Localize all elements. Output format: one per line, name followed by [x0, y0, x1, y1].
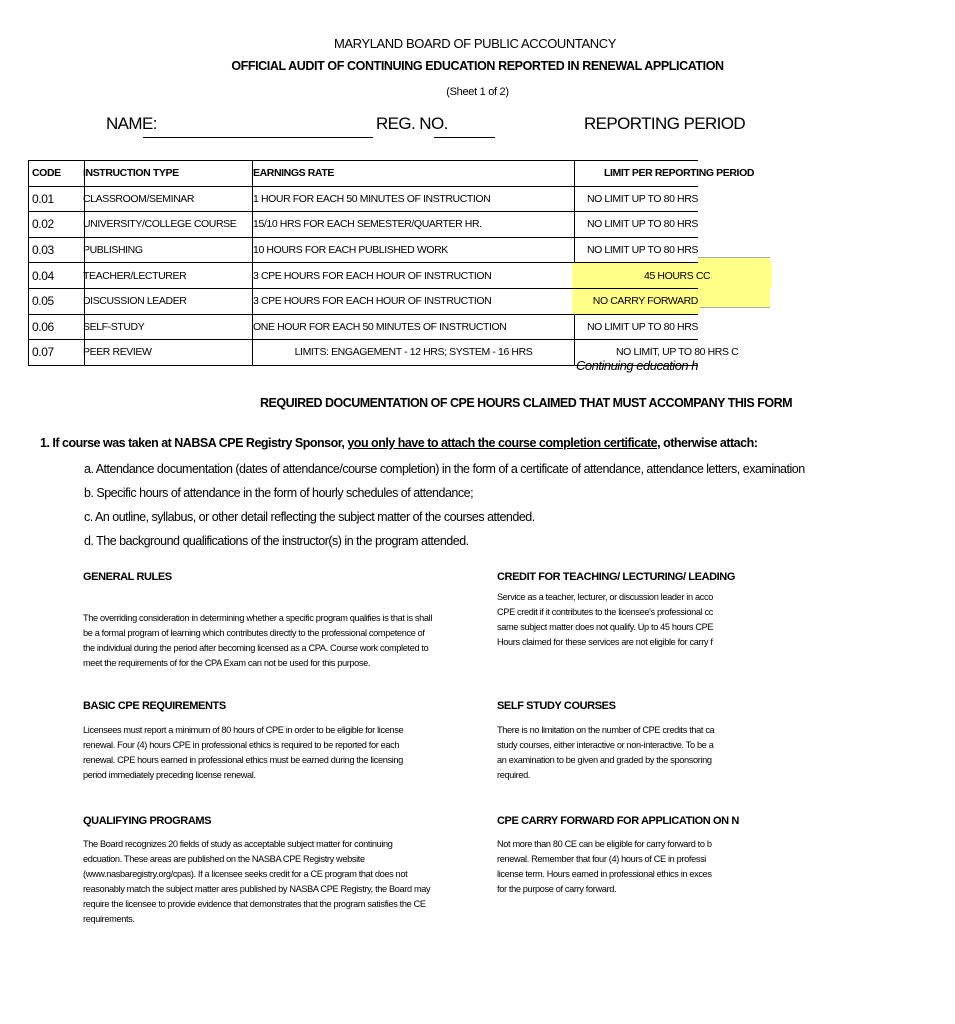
name-label: NAME: — [106, 114, 157, 133]
teaching-credit-text — [497, 590, 714, 650]
table-row — [28, 315, 698, 341]
carry-forward-line: Not more than 80 CE can be eligible for carry forward to b — [497, 839, 712, 849]
required-documentation-title: REQUIRED DOCUMENTATION OF CPE HOURS CLAIMED THAT MUST ACCOMPANY THIS FORM — [260, 396, 793, 410]
row-rate: 10 HOURS FOR EACH PUBLISHED WORK — [250, 238, 575, 263]
general-rules-title: GENERAL RULES — [83, 571, 172, 583]
subitem-a: a. Attendance documentation (dates of attendance/course completion) in the form of a certificate of attendance, attendance letters, examination — [84, 462, 805, 476]
row-code: 0.01 — [28, 187, 85, 212]
basic-cpe-text: Licensees must report a minimum of 80 hours of CPE in order to be eligible for license renewal. Four (4) hours CPE in professional ethics is required to be reported for each renewal. CPE hours earned in professional ethics must be earned during the licensing period immediately preceding license renewal. — [83, 725, 404, 780]
table-row — [28, 263, 711, 289]
row-type: UNIVERSITY/COLLEGE COURSE — [80, 212, 253, 237]
header-code: CODE — [28, 161, 85, 186]
reg-no-label: REG. NO. — [376, 114, 448, 133]
row-rate: 1 HOUR FOR EACH 50 MINUTES OF INSTRUCTION — [250, 187, 575, 212]
teaching-line: same subject matter does not qualify. Up to 45 hours CPE — [497, 622, 714, 632]
item1-underlined: you only have to attach the course completion certificate, — [347, 436, 661, 450]
row-limit: NO LIMIT, UP TO 80 HRS C — [616, 346, 739, 359]
row-limit: NO LIMIT UP TO 80 HRS — [586, 192, 698, 205]
row-rate: 15/10 HRS FOR EACH SEMESTER/QUARTER HR. — [250, 212, 575, 237]
table-row — [28, 212, 698, 238]
row-code: 0.05 — [28, 289, 85, 314]
row-type: DISCUSSION LEADER — [80, 289, 253, 314]
teaching-credit-title: CREDIT FOR TEACHING/ LECTURING/ LEADING — [497, 571, 736, 583]
row-code: 0.02 — [28, 212, 85, 237]
row-code: 0.03 — [28, 238, 85, 263]
row-type: SELF-STUDY — [80, 315, 253, 340]
carry-forward-line: renewal. Remember that four (4) hours of CE in professi — [497, 854, 707, 864]
carry-forward-title: CPE CARRY FORWARD FOR APPLICATION ON N — [497, 815, 739, 827]
self-study-line: required. — [497, 770, 531, 780]
row-limit-highlighted: NO CARRY FORWARD — [572, 289, 700, 314]
row-type: TEACHER/LECTURER — [80, 263, 253, 288]
row-limit: NO LIMIT UP TO 80 HRS — [586, 218, 698, 231]
row-code: 0.07 — [28, 340, 85, 365]
item1-suffix: otherwise attach: — [660, 436, 758, 450]
row-limit: NO LIMIT UP TO 80 HRS — [586, 244, 698, 257]
sheet-number: (Sheet 1 of 2) — [446, 86, 509, 98]
teaching-line: Service as a teacher, lecturer, or discussion leader in acco — [497, 592, 713, 602]
board-name: MARYLAND BOARD OF PUBLIC ACCOUNTANCY — [333, 36, 616, 51]
table-row — [28, 289, 698, 315]
row-rate: ONE HOUR FOR EACH 50 MINUTES OF INSTRUCTION — [250, 315, 575, 340]
general-rules-text: The overriding consideration in determining whether a specific program qualifies is that is shall be a formal program of learning which contributes directly to the professional competence of the individual during the period after becoming licensed as a CPA. Course work completed to meet the requirements of for the CPA Exam can not be used for this purpose. — [83, 613, 433, 668]
carry-forward-line: for the purpose of carry forward. — [497, 884, 617, 894]
row-limit: NO LIMIT UP TO 80 HRS — [586, 320, 698, 333]
basic-cpe-title: BASIC CPE REQUIREMENTS — [83, 700, 226, 712]
self-study-text — [497, 723, 715, 783]
requirement-item-1 — [40, 436, 757, 450]
carry-forward-line: license term. Hours earned in professional ethics in exces — [497, 869, 712, 879]
name-field[interactable] — [143, 137, 373, 138]
teaching-line: Hours claimed for these services are not eligible for carry f — [497, 637, 713, 647]
row-code: 0.04 — [28, 263, 85, 288]
self-study-line: There is no limitation on the number of CPE credits that ca — [497, 725, 715, 735]
self-study-line: an examination to be given and graded by the sponsoring — [497, 755, 712, 765]
teaching-line: CPE credit if it contributes to the licensee's professional cc — [497, 607, 713, 617]
subitem-d: d. The background qualifications of the instructor(s) in the program attended. — [84, 534, 469, 548]
row-type: PEER REVIEW — [80, 340, 253, 365]
row-rate: LIMITS: ENGAGEMENT - 12 HRS; SYSTEM - 16 HRS — [250, 340, 575, 365]
item1-prefix: 1. If course was taken at NABSA CPE Registry Sponsor, — [40, 436, 348, 450]
instruction-type-table — [28, 160, 755, 366]
header-earnings-rate: EARNINGS RATE — [250, 161, 575, 186]
row-rate: 3 CPE HOURS FOR EACH HOUR OF INSTRUCTION — [250, 289, 575, 314]
table-row — [28, 187, 698, 213]
qualifying-programs-title: QUALIFYING PROGRAMS — [83, 815, 212, 827]
row-type: PUBLISHING — [80, 238, 253, 263]
form-title: OFFICIAL AUDIT OF CONTINUING EDUCATION REPORTED IN RENEWAL APPLICATION — [231, 59, 724, 73]
header-instruction-type: INSTRUCTION TYPE — [80, 161, 253, 186]
row-type: CLASSROOM/SEMINAR — [80, 187, 253, 212]
carry-forward-text — [497, 837, 712, 897]
subitem-b: b. Specific hours of attendance in the form of hourly schedules of attendance; — [84, 486, 474, 500]
self-study-line: study courses, either interactive or non-interactive. To be a — [497, 740, 714, 750]
self-study-title: SELF STUDY COURSES — [497, 700, 616, 712]
row-limit-highlighted: 45 HOURS CC — [572, 263, 772, 288]
header-limit: LIMIT PER REPORTING PERIOD — [604, 167, 755, 180]
row-rate: 3 CPE HOURS FOR EACH HOUR OF INSTRUCTION — [250, 263, 575, 288]
qualifying-programs-text: The Board recognizes 20 fields of study as acceptable subject matter for continuing edcuation. These areas are published on the NASBA CPE Registry website (www.nasbaregistry.org/cpas). If a licensee seeks credit for a CE program that does not reasonably match the subject matter ares published by NASBA CPE Registry, the Board may require the licensee to provide evidence that demonstrates that the program satisfies the CE requirements. — [83, 839, 431, 924]
row-code: 0.06 — [28, 315, 85, 340]
reg-no-field[interactable] — [434, 137, 495, 138]
table-header-row — [28, 160, 755, 187]
continuing-education-note: Continuing education h — [576, 358, 698, 373]
subitem-c: c. An outline, syllabus, or other detail reflecting the subject matter of the courses attended. — [84, 510, 535, 524]
table-row — [28, 238, 698, 264]
reporting-period-label: REPORTING PERIOD — [584, 114, 746, 133]
